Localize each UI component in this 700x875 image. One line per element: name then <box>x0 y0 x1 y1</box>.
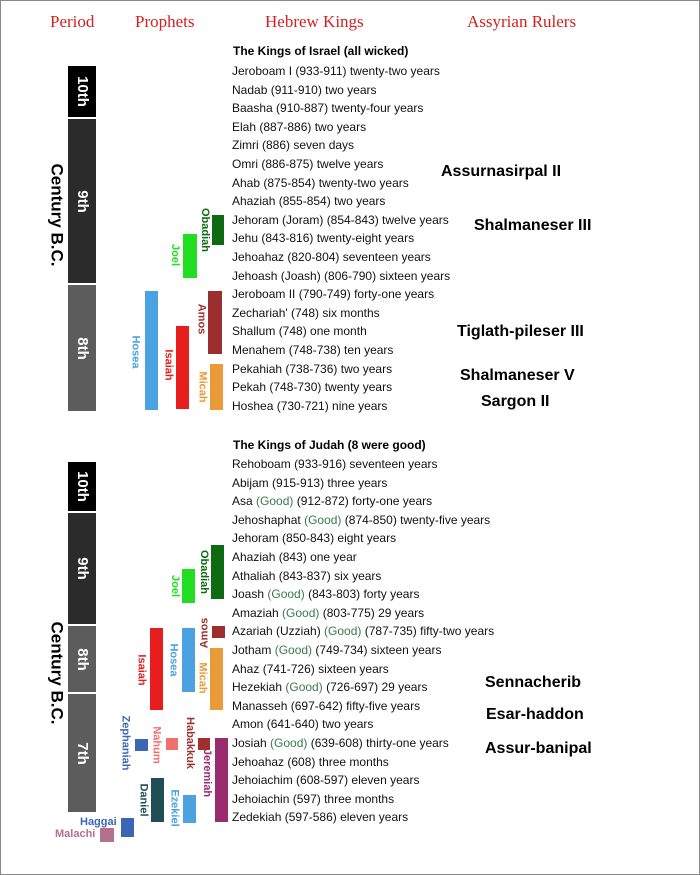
judah-king-name: Zedekiah <box>232 810 282 825</box>
judah-king-name: Jotham <box>232 643 272 657</box>
israel-king-row: Ahaziah (855-854) two years <box>232 194 386 209</box>
israel-joel-label: Joel <box>169 243 182 267</box>
israel-king-row: Jehoahaz (820-804) seventeen years <box>232 250 431 264</box>
judah-king-row <box>232 606 424 620</box>
good-tag: (Good) <box>256 494 294 509</box>
israel-king-row: Shallum (748) one month <box>232 324 367 339</box>
judah-king-name: Amon <box>232 717 264 732</box>
judah-king-reign: (749-734) sixteen years <box>315 643 442 657</box>
judah-kings-title: The Kings of Judah (8 were good) <box>233 438 426 452</box>
israel-hosea-label: Hosea <box>130 335 142 369</box>
good-tag: (Good) <box>304 512 342 527</box>
israel-micah-label: Micah <box>197 371 209 403</box>
judah-micah-label: Micah <box>197 662 209 694</box>
good-tag: (Good) <box>285 680 323 695</box>
israel-king-row: Zechariah' (748) six months <box>232 305 380 320</box>
judah-zephaniah-bar <box>135 739 148 751</box>
israel-king-row: Baasha (910-887) twenty-four years <box>232 101 424 116</box>
judah-daniel-bar <box>151 778 164 822</box>
israel-king-row: Jeroboam I (933-911) twenty-two years <box>232 64 440 78</box>
judah-century-7th: 7th <box>68 694 96 812</box>
ruler-assur-banipal: Assur-banipal <box>485 740 592 757</box>
judah-nahum-label: Nahum <box>151 726 163 764</box>
judah-hosea-label: Hosea <box>168 643 180 677</box>
judah-king-name: Ahaz <box>232 661 260 676</box>
judah-amos-bar <box>212 626 225 638</box>
judah-king-reign: (874-850) twenty-five years <box>344 512 491 527</box>
judah-king-reign: (843-803) forty years <box>308 587 420 602</box>
judah-amos-label: Amos <box>198 617 210 649</box>
judah-century-label: Century B.C. <box>47 621 66 725</box>
judah-haggai-bar <box>121 818 134 837</box>
judah-king-row <box>232 755 389 769</box>
period-header: Period <box>50 12 95 31</box>
judah-king-row <box>232 662 389 676</box>
judah-king-row <box>232 587 419 601</box>
judah-king-reign: (933-916) seventeen years <box>294 457 438 471</box>
assyrian-rulers-header: Assyrian Rulers <box>467 12 577 31</box>
judah-king-row <box>232 773 419 787</box>
judah-jeremiah-label: Jeremiah <box>201 748 213 798</box>
judah-malachi-bar <box>100 828 114 842</box>
judah-king-name: Azariah (Uzziah) <box>232 624 321 639</box>
ruler-shalmaneser-v: Shalmaneser V <box>460 367 575 384</box>
israel-king-row: Hoshea (730-721) nine years <box>232 398 388 413</box>
judah-king-name: Jehoshaphat <box>232 512 301 527</box>
good-tag: (Good) <box>324 624 362 639</box>
judah-micah-bar <box>210 648 223 710</box>
judah-king-row <box>232 736 449 750</box>
judah-king-reign: (741-726) sixteen years <box>262 661 389 676</box>
judah-isaiah-label: Isaiah <box>136 654 148 686</box>
judah-ezekiel-bar <box>183 795 196 823</box>
israel-amos-label: Amos <box>195 303 207 335</box>
israel-king-row: Ahab (875-854) twenty-two years <box>232 175 409 190</box>
judah-hosea-bar <box>182 628 195 692</box>
judah-malachi-label: Malachi <box>55 828 96 840</box>
israel-king-row: Pekah (748-730) twenty years <box>232 380 393 395</box>
israel-century-10th: 10th <box>68 66 96 117</box>
judah-king-reign: (597-586) eleven years <box>284 810 409 825</box>
israel-century-8th: 8th <box>68 285 96 411</box>
judah-king-name: Amaziah <box>232 605 279 620</box>
judah-daniel-label: Daniel <box>137 783 150 817</box>
judah-king-name: Abijam <box>232 475 269 490</box>
judah-king-reign: (726-697) 29 years <box>326 680 428 695</box>
ruler-sargon-ii: Sargon II <box>481 393 550 410</box>
good-tag: (Good) <box>270 736 308 750</box>
judah-isaiah-bar <box>150 628 163 710</box>
judah-king-reign: (787-735) fifty-two years <box>364 624 495 639</box>
judah-king-reign: (639-608) thirty-one years <box>310 736 449 750</box>
judah-king-reign: (915-913) three years <box>272 475 388 490</box>
good-tag: (Good) <box>267 587 305 602</box>
israel-isaiah-label: Isaiah <box>163 349 175 381</box>
judah-king-row <box>232 810 408 824</box>
ruler-shalmaneser-iii: Shalmaneser III <box>474 217 592 234</box>
judah-king-row <box>232 476 387 490</box>
hebrew-kings-header: Hebrew Kings <box>265 12 364 31</box>
judah-king-reign: (641-640) two years <box>266 717 374 732</box>
judah-king-row <box>232 513 490 527</box>
judah-king-row <box>232 717 373 731</box>
judah-king-row <box>232 643 441 657</box>
judah-century-8th: 8th <box>68 626 96 692</box>
judah-nahum-bar <box>166 738 178 750</box>
judah-king-name: Jehoahaz <box>232 754 285 769</box>
judah-king-name: Ahaziah <box>232 550 276 564</box>
judah-king-name: Jehoram <box>232 531 279 546</box>
judah-king-row <box>232 699 420 713</box>
judah-king-row <box>232 457 437 471</box>
judah-king-reign: (608-597) eleven years <box>296 773 420 788</box>
judah-king-row <box>232 792 394 806</box>
judah-king-reign: (912-872) forty-one years <box>296 494 433 509</box>
judah-king-row <box>232 550 357 564</box>
judah-king-row <box>232 531 396 545</box>
judah-king-reign: (850-843) eight years <box>282 531 397 546</box>
judah-king-name: Jehoiachin <box>232 791 290 806</box>
israel-hosea-bar <box>145 291 158 410</box>
israel-century-9th: 9th <box>68 119 96 283</box>
israel-king-row: Pekahiah (738-736) two years <box>232 361 393 376</box>
israel-isaiah-bar <box>176 326 189 409</box>
israel-king-row: Menahem (748-738) ten years <box>232 343 394 357</box>
israel-amos-bar <box>208 291 222 354</box>
good-tag: (Good) <box>274 643 313 657</box>
judah-king-reign: (843-837) six years <box>278 568 382 583</box>
judah-king-name: Hezekiah <box>232 680 283 695</box>
judah-king-row <box>232 494 432 508</box>
judah-king-reign: (843) one year <box>278 550 357 564</box>
judah-king-name: Joash <box>232 587 265 602</box>
judah-king-reign: (803-775) 29 years <box>322 605 425 620</box>
judah-ezekiel-label: Ezekiel <box>169 789 181 827</box>
judah-king-reign: (697-642) fifty-five years <box>290 698 421 713</box>
israel-obadiah-label: Obadiah <box>199 207 212 253</box>
judah-obadiah-label: Obadiah <box>198 549 211 595</box>
judah-obadiah-bar <box>211 545 224 599</box>
judah-king-reign: (608) three months <box>287 754 389 769</box>
israel-king-row: Jeroboam II (790-749) forty-one years <box>232 287 435 302</box>
israel-kings-title: The Kings of Israel (all wicked) <box>233 44 409 58</box>
ruler-esar-haddon: Esar-haddon <box>486 706 584 723</box>
judah-king-name: Asa <box>232 494 253 509</box>
judah-king-name: Rehoboam <box>232 457 291 471</box>
israel-king-row: Elah (887-886) two years <box>232 119 367 134</box>
judah-king-row <box>232 680 427 694</box>
prophets-header: Prophets <box>135 12 195 31</box>
israel-century-label: Century B.C. <box>47 163 66 267</box>
good-tag: (Good) <box>282 605 320 620</box>
judah-king-row <box>232 624 494 638</box>
judah-habakkuk-label: Habakkuk <box>184 717 197 769</box>
israel-king-row: Omri (886-875) twelve years <box>232 157 384 171</box>
judah-king-name: Manasseh <box>232 698 288 713</box>
judah-century-9th: 9th <box>68 513 96 624</box>
israel-king-row: Jehoash (Joash) (806-790) sixteen years <box>232 268 451 283</box>
ruler-sennacherib: Sennacherib <box>485 674 582 691</box>
judah-zephaniah-label: Zephaniah <box>119 715 132 771</box>
judah-king-reign: (597) three months <box>292 791 395 806</box>
ruler-assurnasirpal-ii: Assurnasirpal II <box>441 163 562 180</box>
israel-joel-bar <box>183 234 197 278</box>
judah-haggai-label: Haggai <box>80 816 117 828</box>
israel-king-row: Nadab (911-910) two years <box>232 82 377 97</box>
judah-king-row <box>232 569 381 583</box>
israel-king-row: Jehoram (Joram) (854-843) twelve years <box>232 212 449 227</box>
judah-century-10th: 10th <box>68 462 96 511</box>
judah-king-name: Josiah <box>232 736 267 750</box>
judah-joel-label: Joel <box>169 574 182 598</box>
israel-obadiah-bar <box>212 215 224 245</box>
judah-king-name: Jehoiachim <box>232 773 293 788</box>
judah-king-name: Athaliah <box>232 568 276 583</box>
ruler-tiglath-pileser-iii: Tiglath-pileser III <box>457 323 584 340</box>
israel-king-row: Jehu (843-816) twenty-eight years <box>232 231 415 246</box>
israel-king-row: Zimri (886) seven days <box>232 138 355 153</box>
judah-jeremiah-bar <box>215 738 228 822</box>
israel-micah-bar <box>210 364 223 410</box>
judah-joel-bar <box>182 569 195 603</box>
